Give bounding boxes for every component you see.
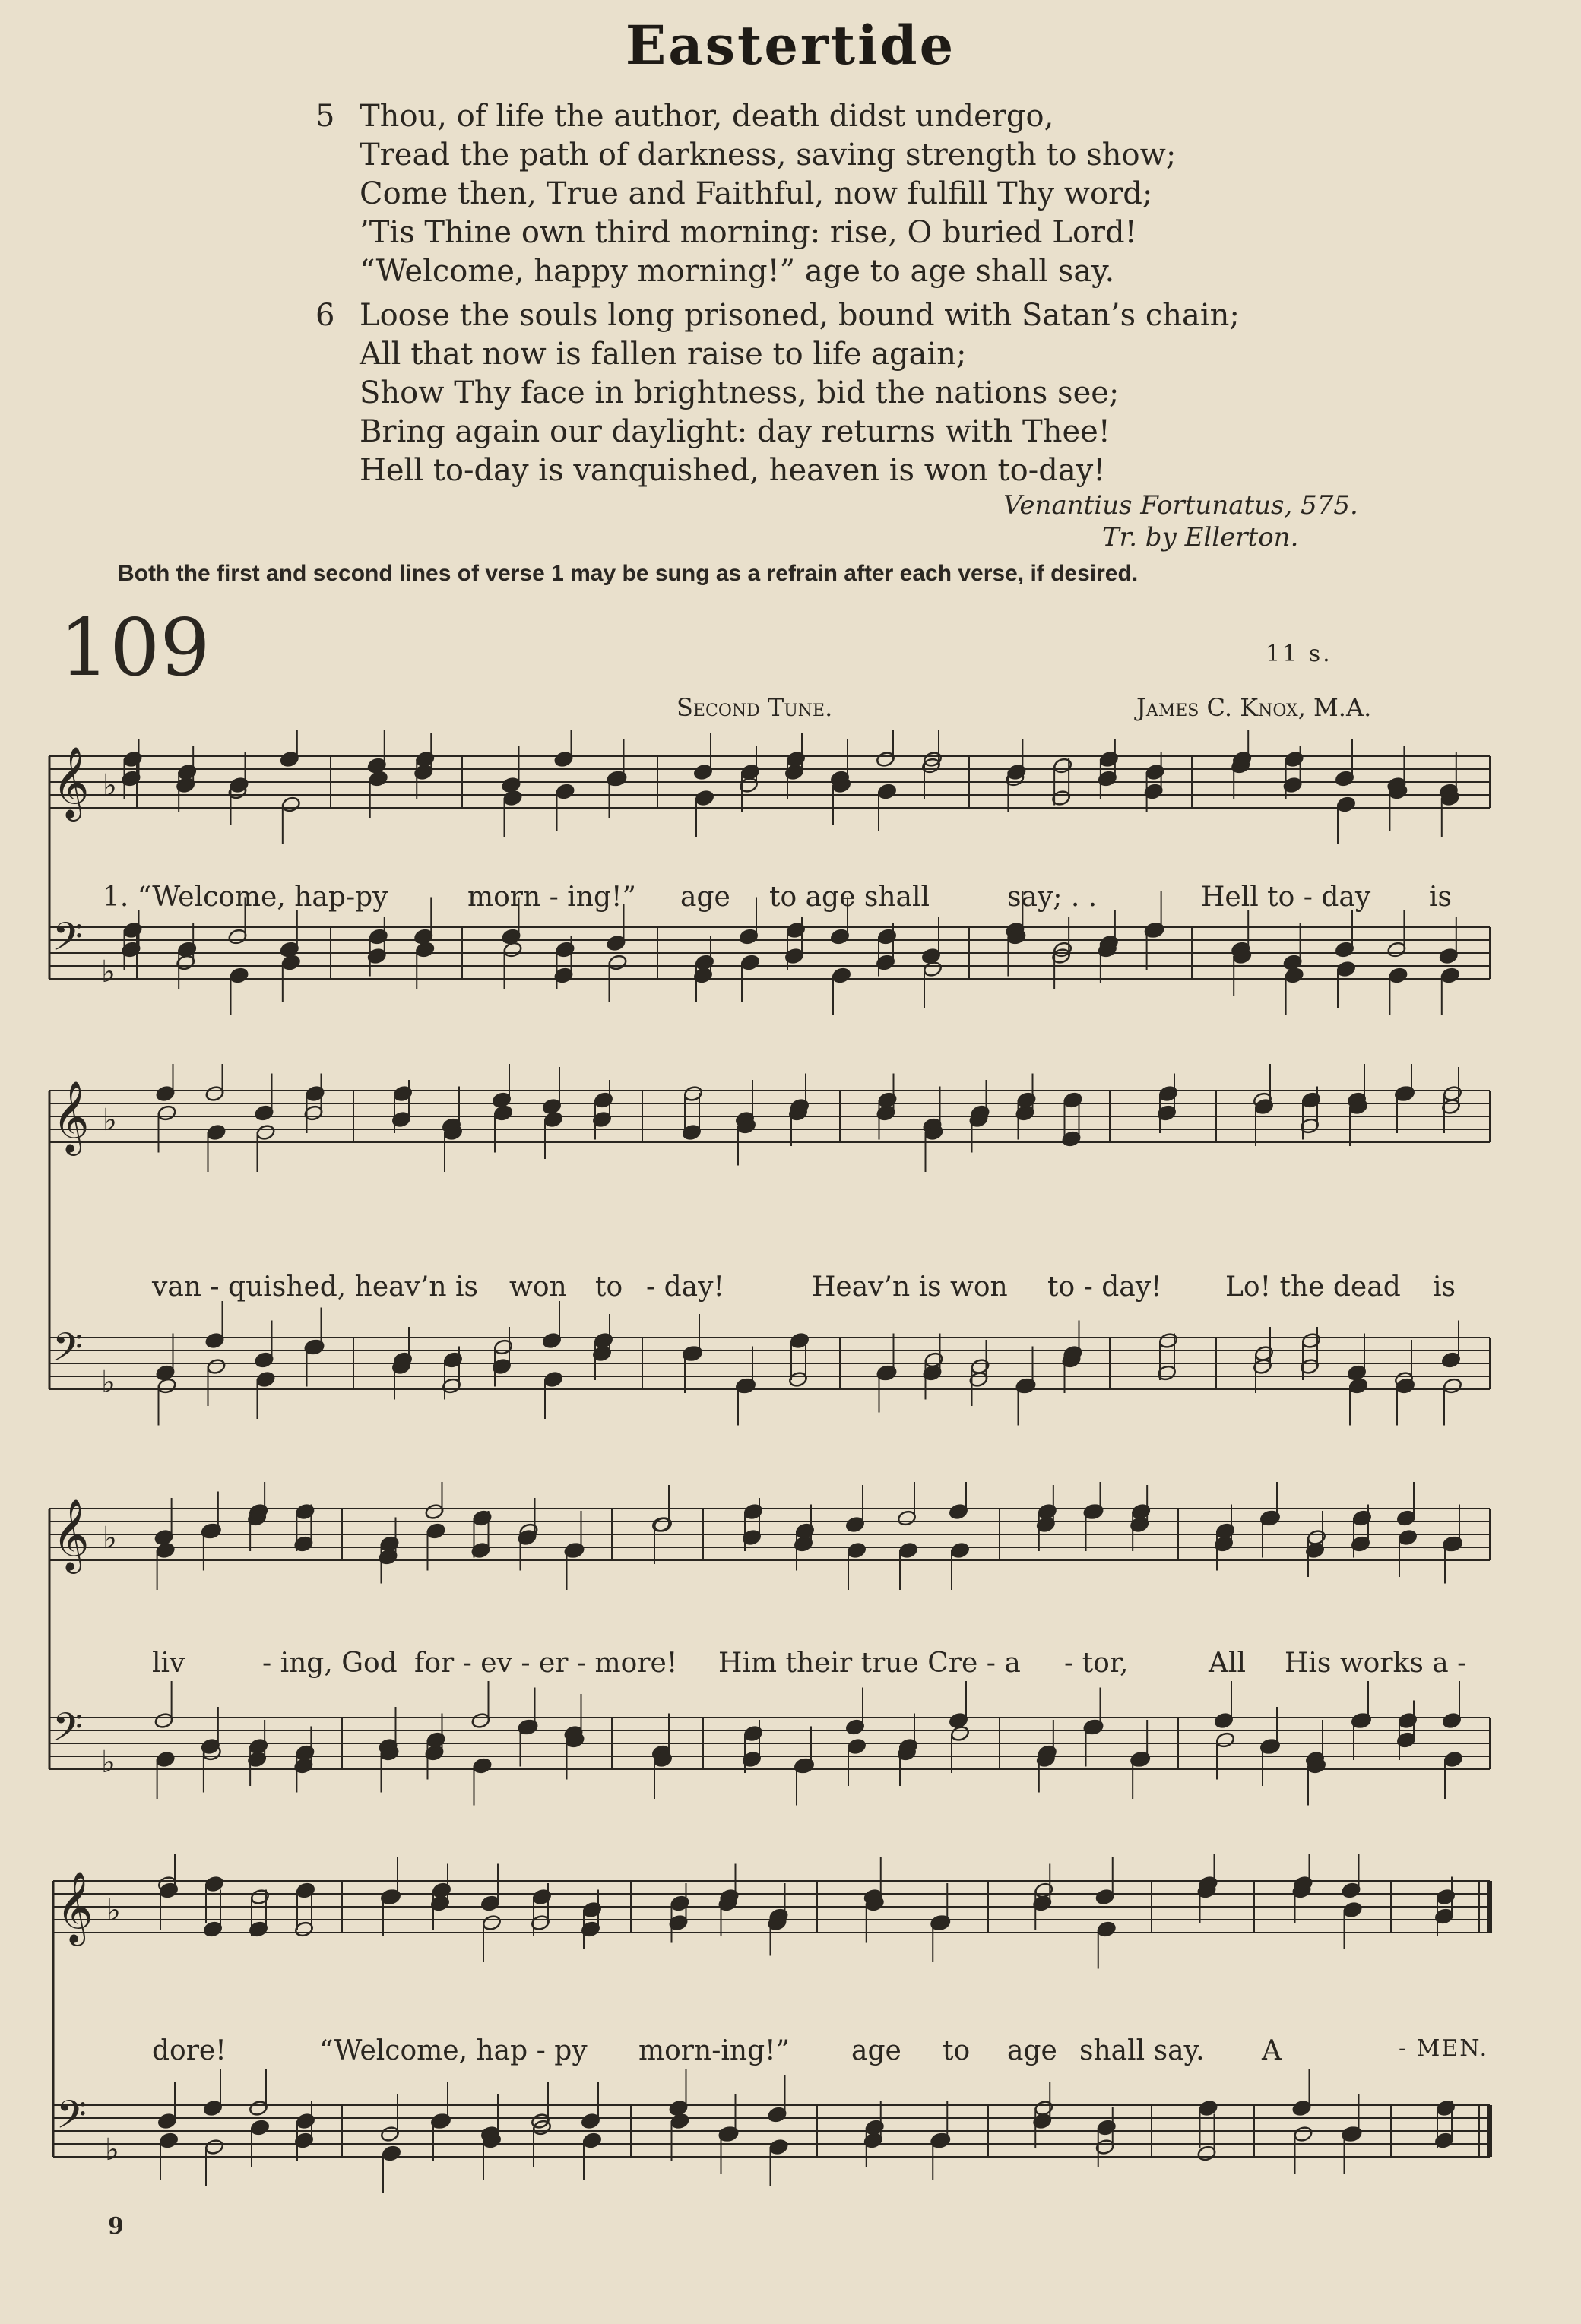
music-system-4 [0,1854,1581,2212]
note-head [1034,2100,1053,2117]
note-head [1342,1901,1362,1919]
lyric-syllable: to - day! [1047,1271,1162,1303]
bass-clef-icon: 𝄢 [52,1324,83,1379]
note-head [295,1744,315,1762]
note-head [206,1124,226,1141]
note-head [177,941,197,958]
lyric-syllable: to [595,1271,623,1303]
note-head [594,1091,613,1109]
lyric-syllable: say; . . [1007,882,1098,913]
note-head [255,1371,275,1388]
note-head [1131,1503,1151,1521]
lyric-syllable: - MEN. [1399,2035,1489,2062]
verse-6 [315,296,1240,490]
note-head [250,1889,270,1906]
note-head [1158,1085,1178,1103]
lyric-syllable: Hell to - day [1201,882,1371,913]
verse-line: Show Thy face in brightness, bid the nations see; [360,375,1120,410]
key-flat-icon: ♭ [105,2132,119,2167]
refrain-note: Both the first and second lines of verse 1 may be sung as a refrain after each verse, if desired. [118,561,1139,586]
note-head [1436,1889,1456,1906]
music-system-2 [0,1064,1581,1444]
lyric-syllable: age [680,882,730,913]
treble-clef-icon: 𝄞 [56,1871,93,1943]
note-head [1336,796,1356,813]
note-head [877,928,897,945]
note-head [877,783,897,800]
lyric-syllable: morn-ing!” [638,2035,790,2066]
note-head [790,1332,810,1350]
bass-clef-icon: 𝄢 [52,1704,83,1759]
lyric-syllable: van - quished, heav’n is [152,1271,479,1303]
note-head [281,796,301,813]
note-head [695,954,714,971]
note-head [1301,1091,1321,1109]
note-head [493,1104,513,1122]
note-head [950,1725,970,1743]
note-head [472,1757,492,1775]
note-head [122,751,142,768]
key-flat-icon: ♭ [101,1745,116,1780]
note-head [740,764,760,781]
lyric-syllable: is [1433,1271,1456,1303]
note-head [426,1731,445,1749]
composer-label: James C. Knox, M.A. [1136,693,1372,722]
note-head [950,1542,970,1559]
verse-line: Bring again our daylight: day returns with Thee! [360,414,1111,449]
bass-clef-icon: 𝄢 [56,2091,87,2147]
music-system-3 [0,1482,1581,1824]
note-head [157,1377,176,1395]
key-flat-icon: ♭ [106,1893,121,1928]
translator-attribution: Tr. by Ellerton. [1102,522,1299,553]
key-flat-icon: ♭ [103,1521,117,1556]
note-head [296,1882,315,1899]
note-head [122,922,142,939]
note-head [847,1738,867,1756]
lyric-syllable: dore! [152,2035,227,2066]
final-barline [1487,2105,1492,2157]
note-head [432,1882,451,1899]
note-head [472,1509,492,1527]
note-head [594,1332,613,1350]
lyric-syllable: All [1209,1648,1247,1679]
note-head [1443,1085,1462,1103]
note-head [443,1351,463,1369]
lyric-syllable: to age shall [769,882,930,913]
lyric-syllable: is [1429,882,1452,913]
note-head [156,1542,176,1559]
verse-line: Thou, of life the author, death didst undergo, [360,99,1054,134]
note-head [607,954,627,971]
lyric-syllable: A [1262,2035,1282,2066]
note-head [250,2119,270,2136]
note-head [743,1503,763,1521]
lyric-syllable: shall say. [1079,2035,1205,2066]
note-head [1436,2100,1456,2117]
note-head [204,1876,224,1893]
note-head [1398,1529,1418,1547]
lyric-syllable: His works a - [1285,1648,1467,1679]
treble-clef-icon: 𝄞 [52,1499,90,1571]
lyric-syllable: Lo! the dead [1225,1271,1401,1303]
note-head [1440,967,1460,984]
note-head [1336,961,1356,978]
note-head [970,1358,990,1376]
author-attribution: Venantius Fortunatus, 575. [1003,490,1358,521]
note-head [305,1085,325,1103]
verse-line: “Welcome, happy morning!” age to age shall say. [360,254,1115,289]
note-head [415,941,435,958]
note-head [1398,1712,1418,1730]
note-head [582,1901,602,1919]
note-head [1097,2119,1117,2136]
note-head [369,928,388,945]
lyric-syllable: to [943,2035,971,2066]
note-head [502,790,522,807]
note-head [786,922,806,939]
meter-label: 11 s. [1266,641,1332,667]
note-head [493,1338,513,1356]
note-head [1158,1332,1178,1350]
key-flat-icon: ♭ [103,768,117,803]
hymn-number: 109 [59,601,211,694]
music-notation [0,1064,1581,1444]
note-head [382,2145,401,2162]
note-head [582,2132,602,2149]
note-head [1348,1377,1368,1395]
note-head [1198,2100,1218,2117]
lyric-syllable: morn - ing!” [467,882,636,913]
note-head [482,1914,502,1932]
note-head [670,2113,689,2130]
note-head [204,2139,224,2156]
note-head [1099,751,1119,768]
note-head [670,1895,689,1912]
page-header: Eastertide [625,14,956,77]
note-head [393,1085,413,1103]
lyric-syllable: won [509,1271,567,1303]
treble-clef-icon: 𝄞 [52,746,90,818]
note-head [1352,1509,1372,1527]
note-head [683,1085,703,1103]
lyric-syllable: Heav’n is won [812,1271,1008,1303]
verse-line: Loose the souls long prisoned, bound with Satan’s chain; [360,298,1240,333]
note-head [743,1725,763,1743]
bass-clef-icon: 𝄢 [52,913,83,969]
key-flat-icon: ♭ [103,1103,117,1138]
note-head [1285,751,1304,768]
note-head [295,1503,315,1521]
note-head [249,1738,268,1756]
lyric-syllable: 1. “Welcome, hap-py [103,882,388,913]
note-head [795,1522,815,1540]
note-head [1443,1377,1462,1395]
note-head [157,1104,176,1122]
lyric-syllable: Him their true Cre - a [718,1648,1021,1679]
page-number: 9 [108,2213,124,2240]
note-head [1301,1332,1321,1350]
note-head [555,941,575,958]
note-head [1053,757,1072,774]
lyric-syllable: age [1007,2035,1057,2066]
note-head [296,2113,315,2130]
note-head [1097,1920,1117,1938]
verse-5 [315,97,1176,291]
note-head [415,751,435,768]
note-head [369,770,388,787]
verse-line: ’Tis Thine own third morning: rise, O buried Lord! [360,215,1137,250]
note-head [1307,1529,1326,1547]
note-head [281,954,301,971]
key-flat-icon: ♭ [101,955,116,989]
final-barline [1487,1881,1492,1933]
note-head [543,1371,563,1388]
note-head [786,751,806,768]
verse-line: All that now is fallen raise to life again; [360,337,967,372]
note-head [832,967,851,984]
note-head [555,783,575,800]
note-head [1443,1751,1463,1768]
note-head [206,1358,226,1376]
note-head [1388,967,1408,984]
note-head [695,790,714,807]
note-head [898,1542,918,1559]
note-head [159,2132,179,2149]
tune-label: Second Tune. [676,693,833,722]
note-head [532,1889,552,1906]
lyric-syllable: - day! [646,1271,724,1303]
note-head [1016,1091,1036,1109]
lyric-syllable: “Welcome, hap - py [319,2035,588,2066]
note-head [1038,1503,1057,1521]
note-head [1254,1345,1274,1363]
note-head [924,1351,943,1369]
music-notation [0,1854,1581,2212]
note-head [177,764,197,781]
note-head [502,941,522,958]
note-head [229,967,249,984]
note-head [1285,967,1304,984]
note-head [865,2119,885,2136]
note-head [740,954,760,971]
verse-line: Come then, True and Faithful, now fulfill Thy word; [360,176,1153,211]
lyric-syllable: - tor, [1064,1648,1129,1679]
note-head [1034,1882,1053,1899]
note-head [1215,1522,1235,1540]
verse-number: 6 [315,298,335,333]
lyric-syllable: for - ev - er - more! [414,1648,678,1679]
key-flat-icon: ♭ [101,1365,116,1400]
verse-line: Hell to-day is vanquished, heaven is won to-day! [360,453,1106,488]
note-head [847,1542,867,1559]
music-system-1 [0,730,1581,1034]
lyric-syllable: age [851,2035,901,2066]
note-head [255,1124,275,1141]
note-head [768,2139,788,2156]
note-head [877,1091,897,1109]
note-head [379,1535,399,1553]
note-head [1145,764,1165,781]
treble-clef-icon: 𝄞 [52,1081,90,1153]
verse-line: Tread the path of darkness, saving strength to show; [360,138,1177,173]
note-head [1215,1731,1235,1749]
lyric-syllable: - ing, God [262,1648,398,1679]
note-head [1293,2126,1313,2143]
verse-number: 5 [315,99,335,134]
note-head [1063,1091,1082,1109]
note-head [156,1751,176,1768]
note-head [543,1111,563,1129]
lyric-syllable: liv [152,1648,185,1679]
note-head [426,1522,445,1540]
note-head [923,961,943,978]
